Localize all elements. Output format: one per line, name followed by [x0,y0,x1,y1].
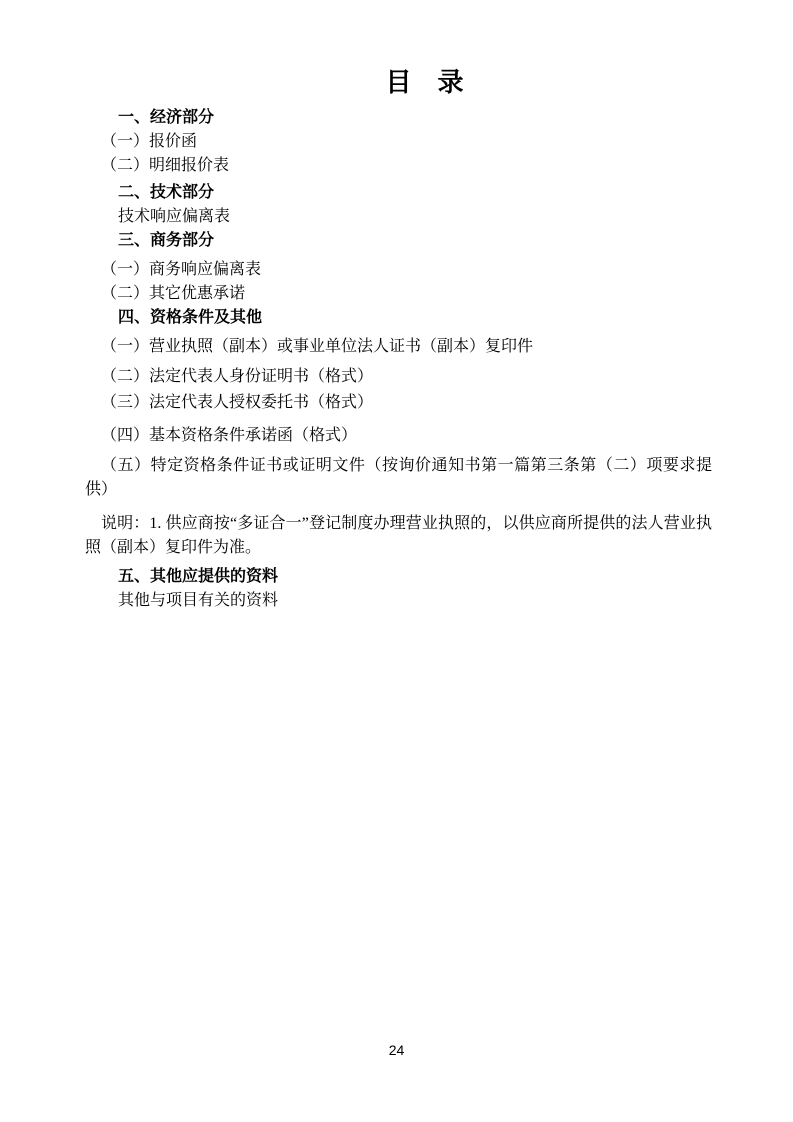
toc-entry-other-project-materials: 其他与项目有关的资料 [118,592,279,609]
toc-section-heading-other-materials: 五、其他应提供的资料 [118,568,279,585]
toc-title: 目 录 [385,68,464,97]
toc-section-heading-commercial: 三、商务部分 [118,232,215,249]
toc-entry-legal-rep-authorization-letter: （三）法定代表人授权委托书（格式） [101,394,374,411]
toc-section-heading-technical: 二、技术部分 [118,184,215,201]
toc-entry-other-preferential-commitments: （二）其它优惠承诺 [101,285,246,302]
toc-entry-detailed-quotation-table: （二）明细报价表 [101,157,230,174]
toc-entry-specific-qualification-certificates: （五）特定资格条件证书或证明文件（按询价通知书第一篇第三条第（二）项要求提供） [85,457,712,498]
toc-entry-technical-deviation-table: 技术响应偏离表 [118,208,231,225]
toc-section-heading-economic: 一、经济部分 [118,109,215,126]
toc-entry-basic-qualification-commitment: （四）基本资格条件承诺函（格式） [101,427,358,444]
toc-content [85,66,712,613]
toc-entry-legal-rep-identity-certificate: （二）法定代表人身份证明书（格式） [101,368,374,385]
toc-entry-commercial-deviation-table: （一）商务响应偏离表 [101,261,262,278]
toc-entry-business-license-copy: （一）营业执照（副本）或事业单位法人证书（副本）复印件 [101,338,534,355]
page-number: 24 [388,1042,405,1058]
toc-section-heading-qualifications: 四、资格条件及其他 [118,309,263,326]
toc-note-multi-certificate: 说明：1. 供应商按“多证合一”登记制度办理营业执照的，以供应商所提供的法人营业执照（副本）复印件为准。 [85,515,712,556]
toc-entry-quotation-letter: （一）报价函 [101,133,198,150]
